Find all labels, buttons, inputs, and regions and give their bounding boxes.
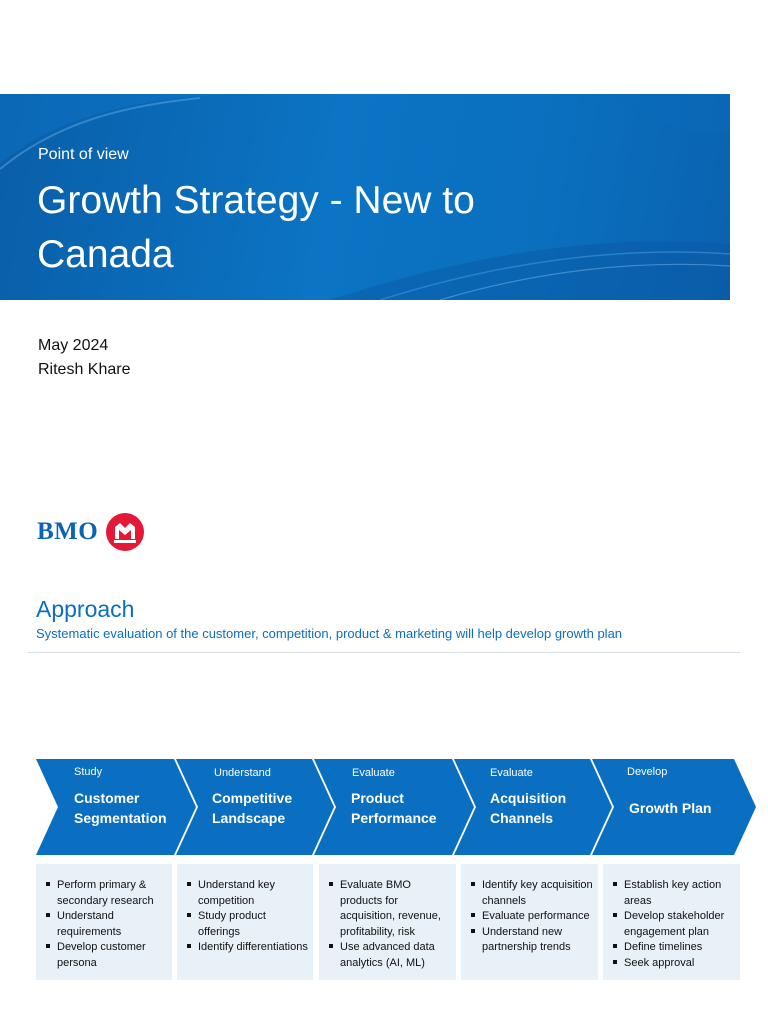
bullet-item: Evaluate performance: [469, 909, 594, 925]
step-4-name: [490, 788, 566, 828]
bullet-item: Understand requirements: [44, 909, 168, 940]
approach-subtitle: Systematic evaluation of the customer, competition, product & marketing will help develop growth plan: [36, 626, 623, 641]
step-5-name-line1: Growth Plan: [629, 800, 712, 816]
step-3-bullets: [327, 878, 452, 971]
step-2-name: [212, 788, 292, 828]
document-date: May 2024: [38, 337, 109, 354]
step-3-name-line1: Product: [351, 790, 404, 806]
step-4-name-line1: Acquisition: [490, 790, 567, 806]
banner-kicker: Point of view: [38, 146, 129, 163]
bmo-logo: [37, 513, 144, 551]
bullet-item: Develop customer persona: [44, 940, 168, 971]
bmo-roundel-icon: [106, 513, 144, 551]
bullet-item: Understand key competition: [185, 878, 309, 909]
step-3-name-line2: Performance: [351, 810, 437, 826]
bullet-item: Use advanced data analytics (AI, ML): [327, 940, 452, 971]
step-5-bullets: [611, 878, 736, 971]
document-meta: [38, 334, 131, 382]
bullet-item: Define timelines: [611, 940, 736, 956]
header-banner: [0, 94, 730, 300]
bullet-item: Study product offerings: [185, 909, 309, 940]
step-2-name-line2: Landscape: [212, 810, 286, 826]
step-1-bullets: [44, 878, 168, 971]
step-4-name-line2: Channels: [490, 810, 554, 826]
bullet-item: Identify key acquisition channels: [469, 878, 594, 909]
step-1-name-line2: Segmentation: [74, 810, 167, 826]
bullet-item: Establish key action areas: [611, 878, 736, 909]
step-2-details: [177, 864, 313, 980]
logo-text: BMO: [37, 518, 99, 545]
step-3-name: [351, 788, 437, 828]
bullet-item: Understand new partnership trends: [469, 925, 594, 956]
section-divider: [28, 652, 740, 653]
step-1-details: [36, 864, 172, 980]
approach-heading: Approach: [36, 596, 135, 622]
step-1-name-line1: Customer: [74, 790, 140, 806]
step-3-details: [319, 864, 456, 980]
step-2-label: Understand: [214, 767, 271, 779]
step-4-details: [461, 864, 598, 980]
step-1-name: [74, 788, 167, 828]
document-author: Ritesh Khare: [38, 361, 131, 378]
step-2-bullets: [185, 878, 309, 956]
bullet-item: Perform primary & secondary research: [44, 878, 168, 909]
step-4-label: Evaluate: [490, 767, 533, 779]
bullet-item: Seek approval: [611, 956, 736, 972]
step-5-name: [629, 798, 711, 818]
page-title: Growth Strategy - New to Canada: [37, 179, 475, 276]
step-4-bullets: [469, 878, 594, 956]
step-5-details: [603, 864, 740, 980]
step-1-label: Study: [74, 766, 103, 778]
step-5-label: Develop: [627, 766, 668, 778]
bullet-item: Evaluate BMO products for acquisition, revenue, profitability, risk: [327, 878, 452, 940]
step-3-label: Evaluate: [352, 767, 395, 779]
bullet-item: Develop stakeholder engagement plan: [611, 909, 736, 940]
step-2-name-line1: Competitive: [212, 790, 293, 806]
bullet-item: Identify differentiations: [185, 940, 309, 956]
